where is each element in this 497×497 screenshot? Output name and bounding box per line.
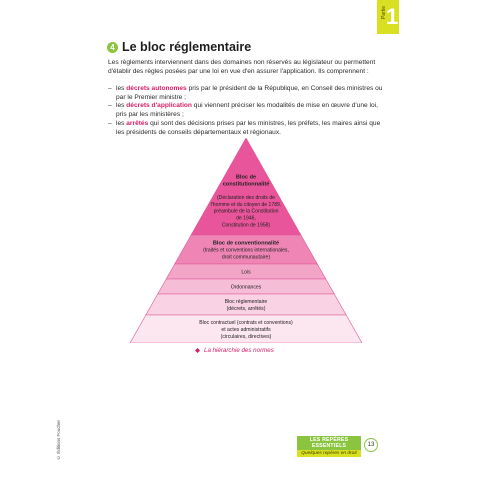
- pyramid-level-title: constitutionnalité: [222, 181, 270, 188]
- bullet-text: les: [116, 119, 127, 127]
- intro-text: Les règlements interviennent dans des domaines non réservés au législateur ou permettent d'établir des règles posées par une loi en vue d'en assurer l'application. Ils comprennent :: [108, 59, 376, 75]
- section-heading: [107, 40, 251, 54]
- pyramid-level-text: droit communautaire): [221, 254, 271, 261]
- footer-badge-title: LES REPÈRES ESSENTIELS: [297, 436, 361, 450]
- bullet-item: [108, 85, 383, 102]
- partie-number: 1: [386, 4, 399, 29]
- pyramid-level-text: Lois: [241, 269, 251, 276]
- figure-caption: [195, 347, 274, 354]
- copyright-notice: © Éditions Foucher: [56, 420, 61, 461]
- bullet-item: [108, 102, 383, 119]
- bullet-dash: –: [108, 119, 112, 127]
- pyramid-level-text: l'homme et du citoyen de 1789,: [210, 201, 282, 208]
- bullet-dash: –: [108, 85, 112, 92]
- pyramid-level-text: (décrets, arrêtés): [226, 305, 266, 312]
- bullet-keyword: décrets d'application: [126, 102, 192, 110]
- bullet-text: qui sont des décisions prises par les ministres, les préfets, les maires ainsi que les présidents de conseils départementaux et régionaux.: [116, 119, 381, 136]
- bullet-item: [108, 120, 383, 137]
- section-title: Le bloc réglementaire: [122, 40, 252, 54]
- pyramid-level-text: Constitution de 1958): [221, 222, 271, 229]
- bullet-text: qui viennent préciser les modalités de mise en œuvre d'une loi, pris par les ministères ;: [116, 102, 378, 119]
- bullet-dash: –: [108, 102, 112, 110]
- pyramid-level-title: Bloc de conventionnalité: [212, 240, 280, 247]
- pyramid-level-text: préambule de la Constitution: [213, 208, 279, 215]
- section-number-badge: 4: [107, 42, 118, 53]
- pyramid-diagram: [130, 138, 362, 343]
- pyramid-level-title: Bloc de: [235, 174, 257, 181]
- bullet-text: pris par le président de la République, en Conseil des ministres ou par le Premier ministre ;: [116, 85, 383, 101]
- pyramid-level-text: (Déclaration des droits de: [216, 195, 276, 202]
- pyramid-level-text: de 1946,: [236, 215, 256, 222]
- partie-tab: [377, 0, 399, 34]
- norms-pyramid: [130, 138, 362, 348]
- bullet-keyword: décrets autonomes: [126, 85, 187, 92]
- bullet-text: les: [116, 85, 127, 92]
- pyramid-level-text: Bloc réglementaire: [224, 299, 268, 306]
- intro-paragraph: [108, 59, 388, 76]
- pyramid-level-text: (circulaires, directives): [220, 333, 272, 340]
- caption-text: La hiérarchie des normes: [204, 347, 274, 354]
- pyramid-level-text: Ordonnances: [230, 284, 262, 291]
- bullet-text: les: [116, 102, 127, 110]
- footer-badge-subtitle: Quelques repères en droit: [297, 450, 361, 457]
- footer-badge: [297, 436, 361, 457]
- page-number: 13: [364, 438, 378, 452]
- bullet-keyword: arrêtés: [126, 119, 149, 127]
- pyramid-level-text: Bloc contractuel (contrats et conventions): [199, 320, 293, 327]
- caption-diamond-icon: [195, 348, 200, 353]
- pyramid-level-text: et actes administratifs: [221, 327, 271, 333]
- pyramid-level-text: (traités et conventions internationales,: [203, 247, 289, 254]
- bullet-list: [108, 85, 383, 137]
- partie-label: Partie: [381, 6, 387, 20]
